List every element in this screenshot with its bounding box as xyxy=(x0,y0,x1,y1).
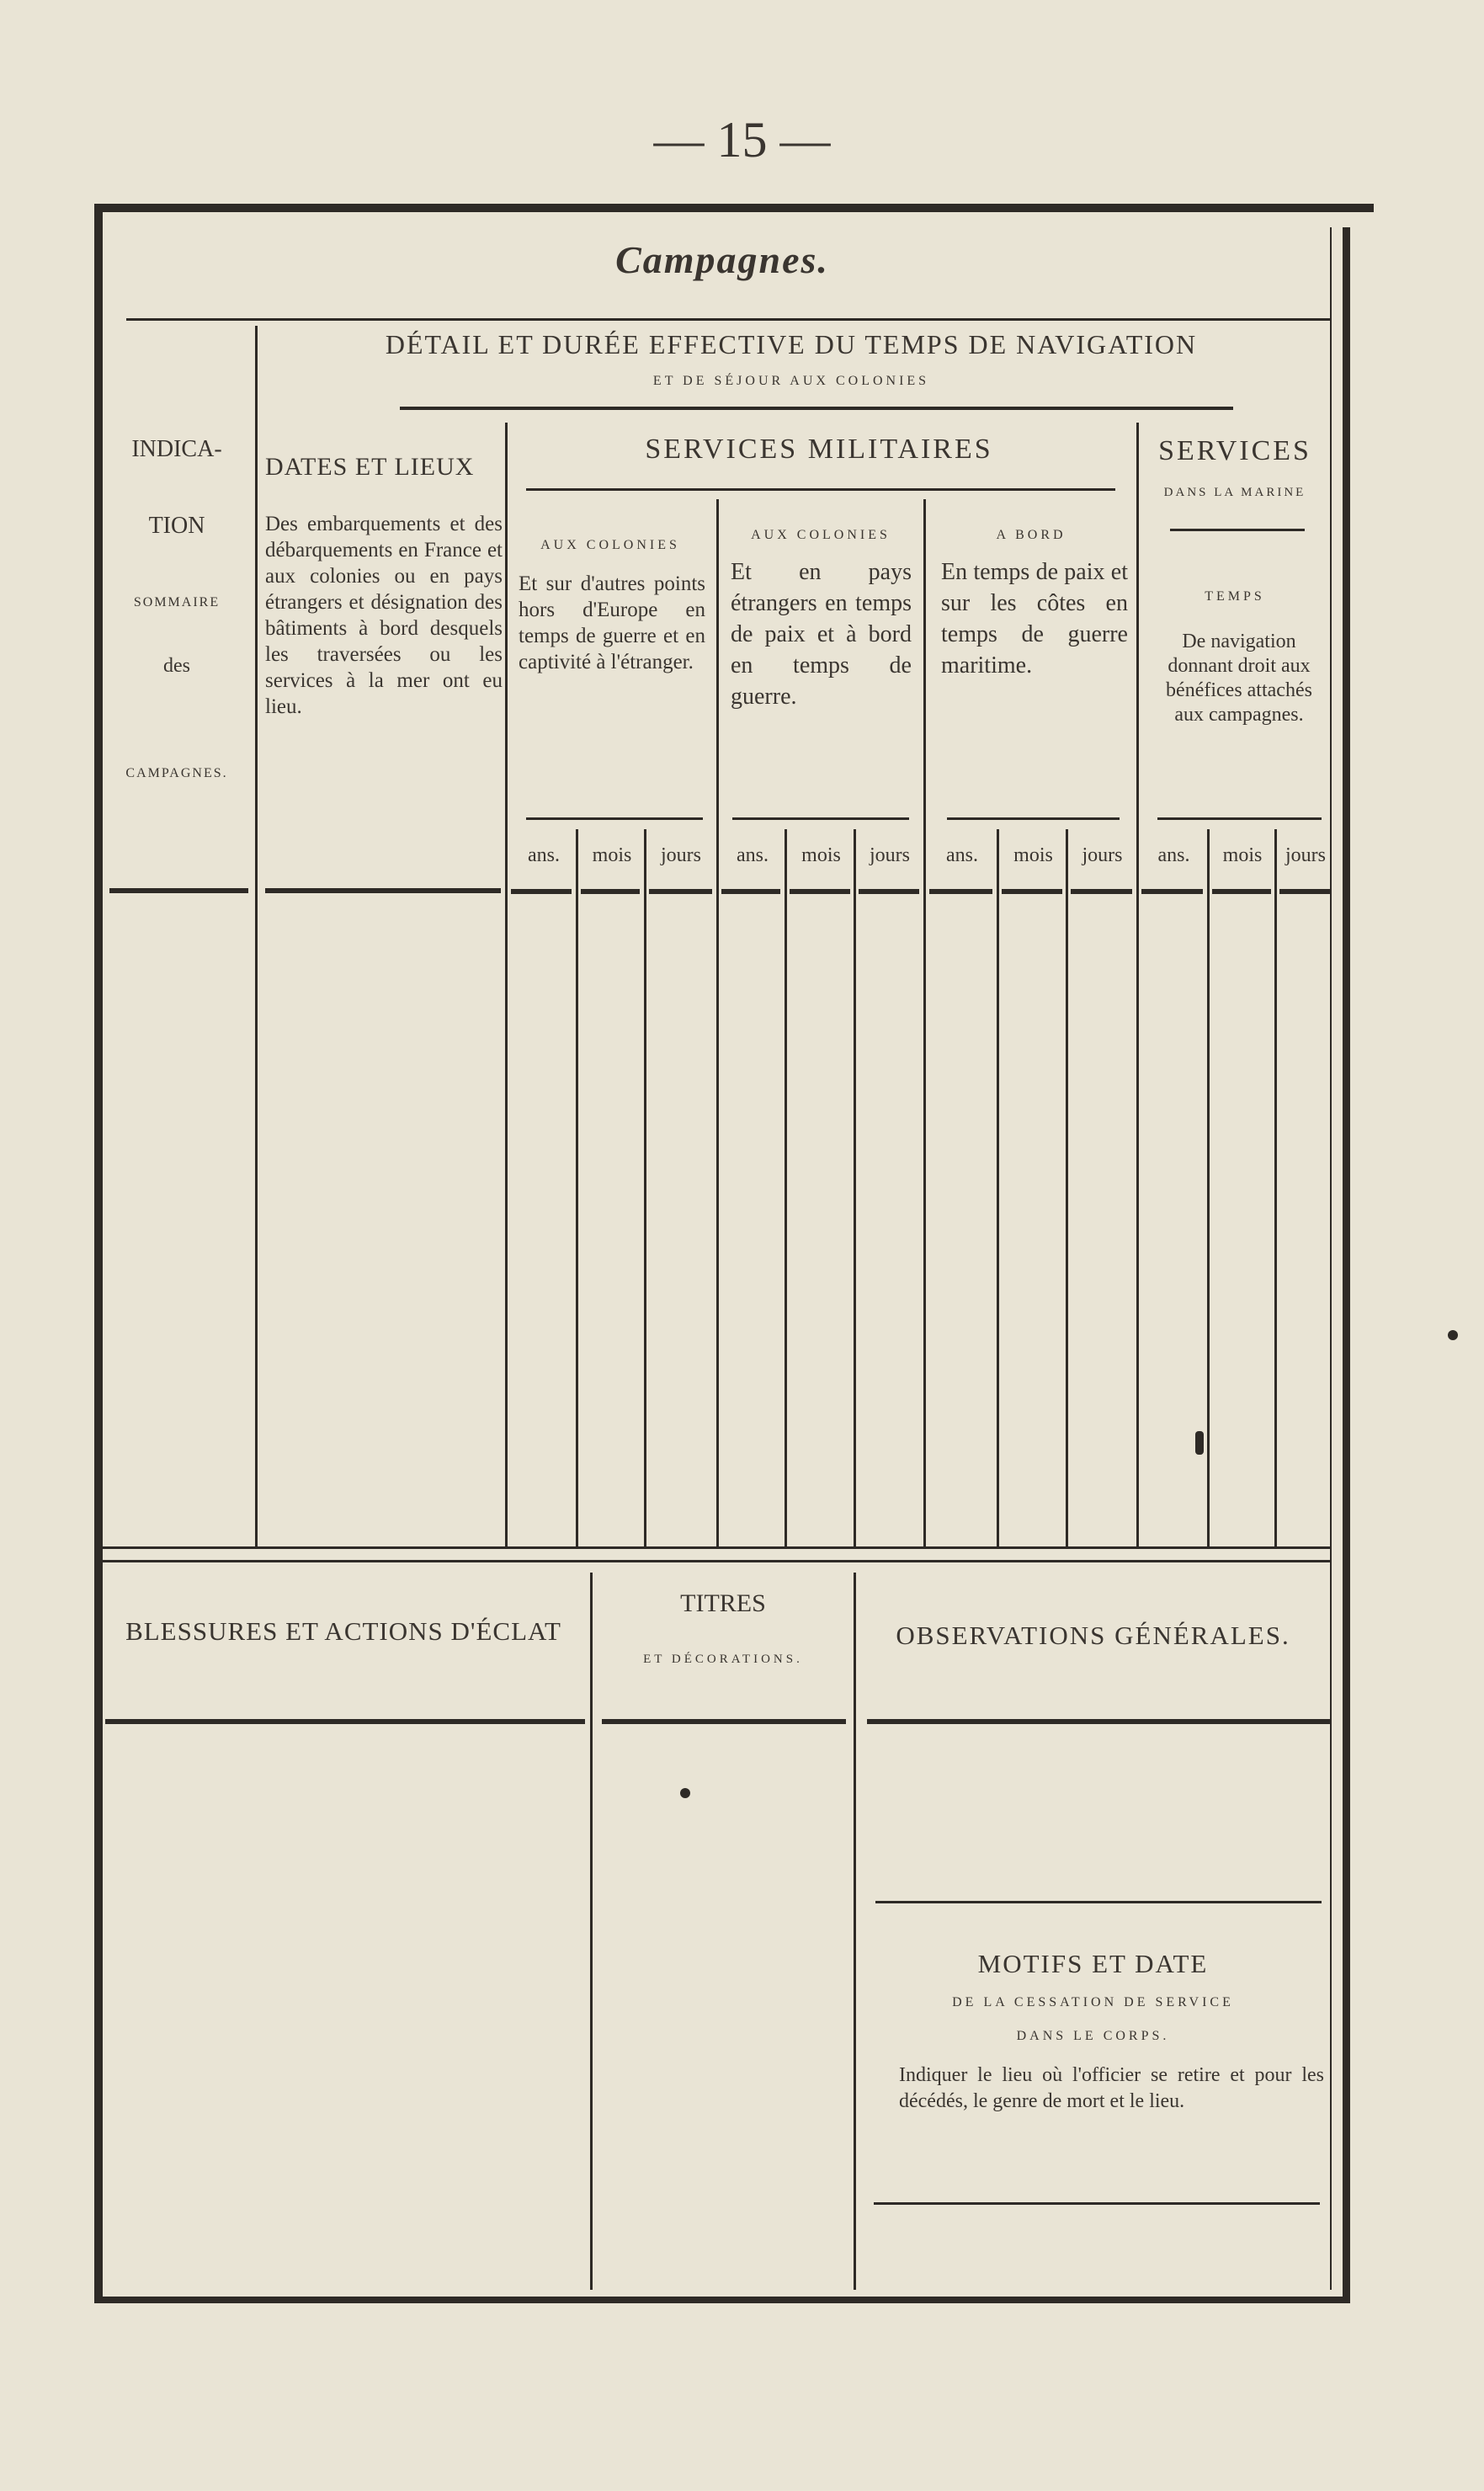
col1-line4: des xyxy=(163,655,190,677)
sub-divider-7 xyxy=(1207,829,1210,1546)
dates-places-text: Des embarquements et des débarquements en France et aux colonies ou en pays étrangers et désignation des bâtiments à bord desquels les traversées ou les services à la mer ont eu lieu. xyxy=(265,513,503,718)
sub3-rule xyxy=(947,817,1120,820)
unit-dash xyxy=(511,889,572,894)
col-divider-2 xyxy=(505,423,508,1546)
motifs-bottom-rule xyxy=(874,2202,1320,2205)
bottom-border xyxy=(94,2297,1350,2303)
detail-rule xyxy=(400,407,1233,410)
unit-dash xyxy=(790,889,850,894)
unit-dash xyxy=(1071,889,1132,894)
sub-divider-6 xyxy=(1066,829,1068,1546)
lower-section-top xyxy=(103,1560,1330,1562)
sub-divider-8 xyxy=(1274,829,1277,1546)
navy-rule-2 xyxy=(1157,817,1322,820)
col-divider-3 xyxy=(716,499,719,1546)
sub1-rule xyxy=(526,817,703,820)
col1-line1: INDICA- xyxy=(131,436,222,462)
military-sub2-text: Et en pays étrangers en temps de paix et à bord en temps de guerre. xyxy=(731,559,912,710)
unit-dash xyxy=(929,889,992,894)
g2-years: ans. xyxy=(737,844,769,866)
military-sub1-label: AUX COLONIES xyxy=(540,538,680,552)
navy-text: De navigation donnant droit aux bénéfices attachés aux campagnes. xyxy=(1166,631,1312,726)
g4-years: ans. xyxy=(1157,844,1190,866)
lower-divider-2 xyxy=(854,1573,856,2290)
titles-sub: ET DÉCORATIONS. xyxy=(643,1653,803,1666)
military-sub3-text: En temps de paix et sur les côtes en temps de guerre maritime. xyxy=(941,559,1128,679)
page-number: — 15 — xyxy=(653,112,831,168)
ink-speck xyxy=(1195,1431,1204,1455)
observations-header: OBSERVATIONS GÉNÉRALES. xyxy=(896,1621,1290,1650)
motifs-sub2: DANS LE CORPS. xyxy=(1016,2029,1170,2043)
col1-line2: TION xyxy=(148,513,205,539)
sub-divider-4 xyxy=(854,829,856,1546)
unit-dash xyxy=(1279,889,1332,894)
detail-subtitle: ET DE SÉJOUR AUX COLONIES xyxy=(652,374,930,388)
titles-rule xyxy=(602,1719,846,1724)
section-title: Campagnes. xyxy=(615,238,829,281)
motifs-sub1: DE LA CESSATION DE SERVICE xyxy=(952,1995,1234,2009)
col2-rule xyxy=(265,888,501,893)
detail-title: DÉTAIL ET DURÉE EFFECTIVE DU TEMPS DE NAVIGATION xyxy=(385,329,1198,359)
g1-days: jours xyxy=(661,844,701,866)
unit-dash xyxy=(1002,889,1062,894)
g3-months: mois xyxy=(1013,844,1053,866)
navy-services-header: SERVICES xyxy=(1158,435,1311,466)
g1-years: ans. xyxy=(528,844,560,866)
g3-days: jours xyxy=(1082,844,1123,866)
right-border xyxy=(1343,227,1350,2303)
sub2-rule xyxy=(732,817,909,820)
military-sub3-label: A BORD xyxy=(996,528,1066,542)
upper-section-bottom xyxy=(103,1546,1330,1549)
motifs-top-rule xyxy=(875,1901,1322,1903)
observations-rule xyxy=(867,1719,1330,1724)
sub-divider-2 xyxy=(644,829,646,1546)
ink-speck xyxy=(1448,1330,1458,1340)
col-divider-1 xyxy=(255,326,258,1546)
unit-dash xyxy=(1212,889,1271,894)
titles-header: TITRES xyxy=(680,1589,766,1617)
g2-months: mois xyxy=(801,844,841,866)
wounds-rule xyxy=(105,1719,585,1724)
g2-days: jours xyxy=(870,844,910,866)
unit-dash xyxy=(649,889,712,894)
navy-label: TEMPS xyxy=(1205,589,1265,604)
sub-divider-5 xyxy=(997,829,999,1546)
unit-dash xyxy=(1141,889,1203,894)
sub-divider-3 xyxy=(785,829,787,1546)
navy-services-sub: DANS LA MARINE xyxy=(1163,486,1306,499)
col1-rule xyxy=(109,888,248,893)
top-border xyxy=(94,204,1374,212)
unit-dash xyxy=(859,889,919,894)
navy-rule-1 xyxy=(1170,529,1305,531)
motifs-text: Indiquer le lieu où l'officier se retire et pour les décédés, le genre de mort et le lieu. xyxy=(899,2064,1324,2112)
col1-line5: CAMPAGNES. xyxy=(125,766,228,780)
military-services-header: SERVICES MILITAIRES xyxy=(645,434,993,465)
g4-days: jours xyxy=(1285,844,1326,866)
g1-months: mois xyxy=(592,844,632,866)
lower-divider-1 xyxy=(590,1573,593,2290)
unit-dash xyxy=(721,889,780,894)
col1-line3: SOMMAIRE xyxy=(133,595,221,609)
dates-places-header: DATES ET LIEUX xyxy=(265,453,475,481)
motifs-title: MOTIFS ET DATE xyxy=(977,1949,1209,1978)
unit-dash xyxy=(581,889,640,894)
wounds-header: BLESSURES ET ACTIONS D'ÉCLAT xyxy=(125,1616,561,1646)
military-header-rule xyxy=(526,488,1115,491)
ink-speck xyxy=(680,1788,690,1798)
military-sub2-label: AUX COLONIES xyxy=(751,528,891,542)
g4-months: mois xyxy=(1222,844,1263,866)
military-sub1-text: Et sur d'autres points hors d'Europe en temps de guerre et en captivité à l'étranger. xyxy=(519,572,705,673)
sub-divider-1 xyxy=(576,829,578,1546)
right-border-inner xyxy=(1330,227,1332,2290)
g3-years: ans. xyxy=(946,844,978,866)
col-divider-4 xyxy=(923,499,926,1546)
title-rule xyxy=(126,318,1330,321)
